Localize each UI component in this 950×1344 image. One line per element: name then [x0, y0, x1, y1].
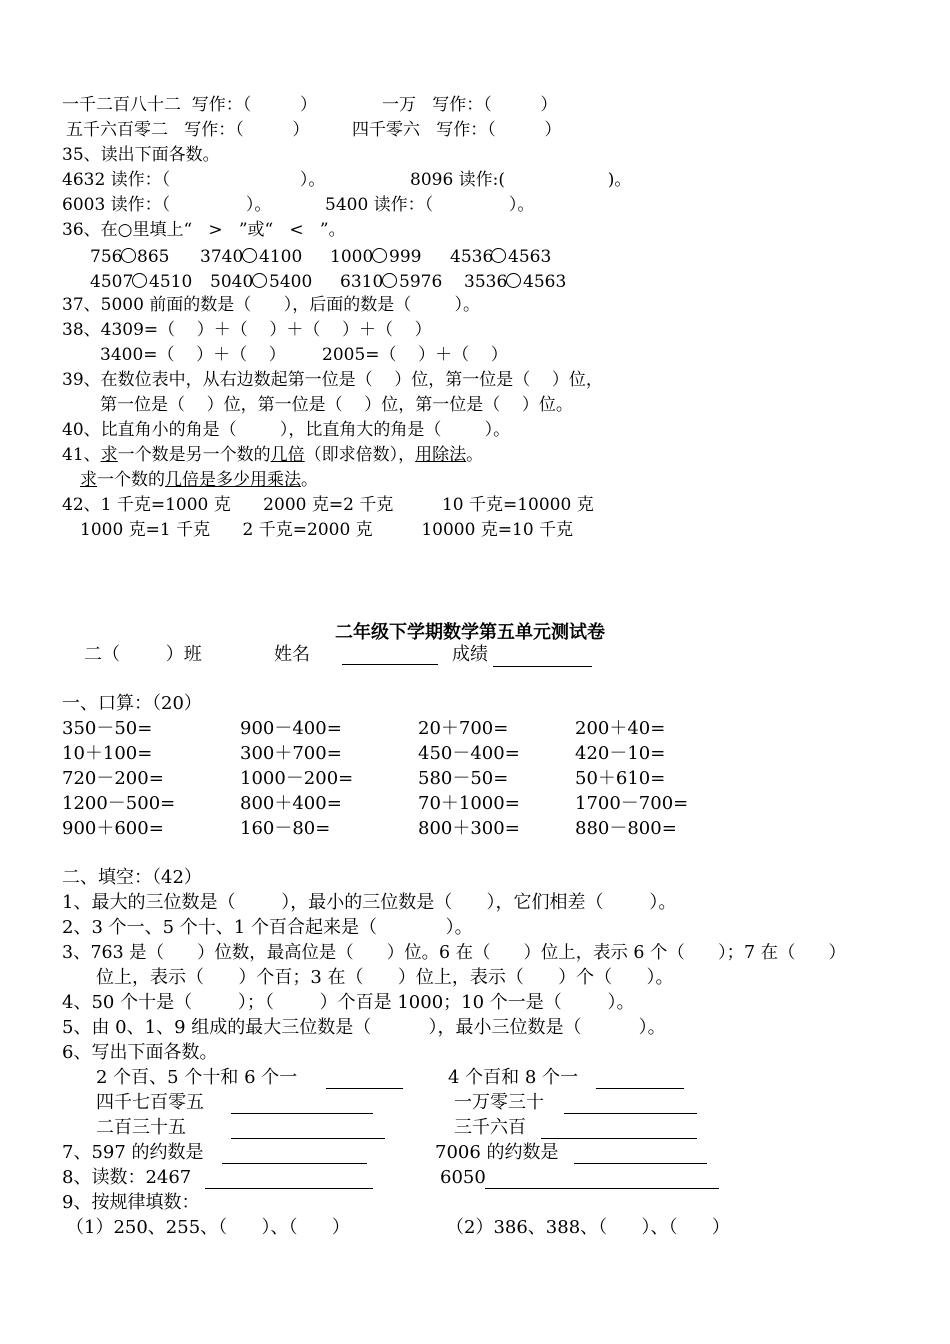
- fill-q6-item: 一万零三十: [454, 1092, 544, 1113]
- circle-blank-icon[interactable]: [382, 273, 397, 288]
- circle-blank-icon[interactable]: [121, 248, 136, 263]
- fill-q6-item: 2 个百、5 个十和 6 个一: [96, 1067, 298, 1088]
- fill-q7-a: 7、597 的约数是: [62, 1142, 204, 1163]
- fill-q3-line-2: 位上，表示（ ）个百；3 在（ ）位上，表示（ ）个（ ）。: [96, 967, 674, 988]
- oral-item: 10＋100=: [62, 743, 153, 764]
- answer-blank[interactable]: [564, 1113, 697, 1114]
- name-label: 姓名: [274, 644, 310, 665]
- oral-item: 800＋300=: [418, 818, 520, 839]
- cmp-b: 4563: [523, 272, 567, 292]
- answer-blank[interactable]: [326, 1088, 403, 1089]
- q35-item-8096: 8096 读作:( )。: [410, 170, 632, 190]
- fill-q1: 1、最大的三位数是（ ），最小的三位数是（ ），它们相差（ ）。: [62, 892, 677, 913]
- line-write-2a: 五千六百零二 写作：（ ）: [66, 120, 310, 140]
- fill-q6-item: 二百三十五: [96, 1117, 186, 1138]
- q35-item-4632: 4632 读作：（ ）。: [62, 170, 326, 190]
- circle-blank-icon[interactable]: [252, 273, 267, 288]
- cmp-a: 756: [90, 247, 123, 267]
- q39-line-1: 39、在数位表中，从右边数起第一位是（ ）位，第一位是（ ）位，: [62, 370, 603, 390]
- oral-item: 1700－700=: [575, 793, 689, 814]
- q41-underlined: 几倍: [270, 445, 305, 465]
- cmp-b: 4100: [259, 247, 303, 267]
- q38-line-1: 38、4309=（ ）＋（ ）＋（ ）＋（ ）: [62, 320, 432, 340]
- section-1-title: 一、口算：（20）: [62, 693, 202, 714]
- q41-text: 。: [466, 445, 484, 465]
- fill-q5: 5、由 0、1、9 组成的最大三位数是（ ），最小三位数是（ ）。: [62, 1017, 666, 1038]
- oral-item: 450－400=: [418, 743, 520, 764]
- cmp-b: 865: [137, 247, 170, 267]
- oral-item: 70＋1000=: [418, 793, 520, 814]
- q39-line-2: 第一位是（ ）位，第一位是（ ）位，第一位是（ ）位。: [100, 395, 573, 415]
- cmp-a: 3740: [200, 247, 244, 267]
- answer-blank[interactable]: [231, 1113, 373, 1114]
- q40: 40、比直角小的角是（ ），比直角大的角是（ ）。: [62, 420, 511, 440]
- fill-q6-item: 4 个百和 8 个一: [448, 1067, 579, 1088]
- cmp-b: 999: [389, 247, 422, 267]
- fill-q4: 4、50 个十是（ ）；（ ）个百是 1000；10 个一是（ ）。: [62, 992, 635, 1013]
- circle-blank-icon[interactable]: [132, 273, 147, 288]
- cmp-a: 1000: [330, 247, 374, 267]
- oral-item: 580－50=: [418, 768, 509, 789]
- q41-number: 41、: [62, 445, 101, 465]
- score-blank[interactable]: [493, 666, 592, 667]
- cmp-a: 5040: [210, 272, 254, 292]
- name-blank[interactable]: [342, 664, 438, 665]
- fill-q3-line-1: 3、763 是（ ）位数，最高位是（ ）位。6 在（ ）位上，表示 6 个（ ）；7 在（ ）: [62, 943, 846, 963]
- q41-line-2: [80, 468, 318, 492]
- cmp-a: 3536: [464, 272, 508, 292]
- oral-item: 300＋700=: [240, 743, 342, 764]
- q41-underlined: 几倍是多少用乘法: [165, 470, 301, 490]
- oral-item: 1200－500=: [62, 793, 176, 814]
- answer-blank[interactable]: [596, 1088, 684, 1089]
- oral-item: 200＋40=: [575, 718, 666, 739]
- q42-line-2: 1000 克=1 千克 2 千克=2000 克 10000 克=10 千克: [80, 520, 574, 540]
- cmp-a: 4507: [90, 272, 134, 292]
- class-label: 二（ ）班: [84, 644, 202, 665]
- q35-item-6003: 6003 读作：（ ）。: [62, 195, 272, 215]
- oral-item: 1000－200=: [240, 768, 354, 789]
- q41-text: 一个数是另一个数的: [117, 445, 271, 465]
- score-label: 成绩: [452, 644, 488, 665]
- q38-line-3: 2005=（ ）＋（ ）: [322, 345, 508, 365]
- exam-title: 二年级下学期数学第五单元测试卷: [335, 622, 605, 643]
- answer-blank[interactable]: [574, 1163, 707, 1164]
- q41-line-1: [62, 443, 483, 467]
- q41-underlined: 求: [80, 470, 97, 490]
- cmp-b: 5400: [269, 272, 313, 292]
- fill-q8-a: 8、读数：2467: [62, 1167, 192, 1188]
- oral-item: 720－200=: [62, 768, 164, 789]
- cmp-a: 6310: [340, 272, 384, 292]
- oral-item: 900－400=: [240, 718, 342, 739]
- q36-heading: 36、在○里填上“ > ”或“ < ”。: [62, 220, 346, 240]
- oral-item: 50＋610=: [575, 768, 666, 789]
- answer-blank[interactable]: [231, 1138, 385, 1139]
- section-2-title: 二、填空：（42）: [62, 867, 202, 888]
- q37: 37、5000 前面的数是（ ），后面的数是（ ）。: [62, 295, 480, 315]
- oral-item: 800＋400=: [240, 793, 342, 814]
- q41-text: 。: [301, 470, 318, 490]
- q41-text: 一个数的: [97, 470, 165, 490]
- cmp-a: 4536: [450, 247, 494, 267]
- circle-blank-icon[interactable]: [506, 273, 521, 288]
- answer-blank[interactable]: [222, 1163, 367, 1164]
- line-write-2b: 四千零六 写作：（ ）: [352, 120, 562, 140]
- line-write-1b: 一万 写作：（ ）: [382, 95, 558, 115]
- circle-blank-icon[interactable]: [242, 248, 257, 263]
- oral-item: 350－50=: [62, 718, 153, 739]
- fill-q9-b: （2）386、388、（ ）、（ ）: [446, 1217, 730, 1238]
- fill-q6-item: 四千七百零五: [96, 1092, 204, 1113]
- q41-text: （即求倍数），: [304, 445, 416, 465]
- fill-q2: 2、3 个一、5 个十、1 个百合起来是（ ）。: [62, 917, 473, 938]
- answer-blank[interactable]: [205, 1188, 373, 1189]
- fill-q9-a: （1）250、255、（ ）、（ ）: [66, 1217, 350, 1238]
- oral-item: 20＋700=: [418, 718, 509, 739]
- fill-q9: 9、按规律填数：: [62, 1192, 200, 1213]
- circle-blank-icon[interactable]: [372, 248, 387, 263]
- q35-heading: 35、读出下面各数。: [62, 145, 220, 165]
- answer-blank[interactable]: [485, 1188, 719, 1189]
- cmp-b: 5976: [399, 272, 443, 292]
- fill-q6: 6、写出下面各数。: [62, 1042, 218, 1063]
- oral-item: 900＋600=: [62, 818, 164, 839]
- fill-q8-b: 6050: [440, 1167, 486, 1188]
- cmp-b: 4510: [149, 272, 193, 292]
- q38-line-2: 3400=（ ）＋（ ）: [100, 345, 286, 365]
- fill-q7-b: 7006 的约数是: [435, 1142, 559, 1163]
- line-write-1a: 一千二百八十二 写作：（ ）: [62, 95, 317, 115]
- oral-item: 880－800=: [575, 818, 677, 839]
- answer-blank[interactable]: [541, 1138, 697, 1139]
- circle-blank-icon[interactable]: [491, 248, 506, 263]
- fill-q6-item: 三千六百: [454, 1117, 526, 1138]
- q35-item-5400: 5400 读作：（ ）。: [325, 195, 535, 215]
- q41-underlined: 用除法: [415, 445, 467, 465]
- q42-line-1: 42、1 千克=1000 克 2000 克=2 千克 10 千克=10000 克: [62, 495, 594, 515]
- oral-item: 420－10=: [575, 743, 666, 764]
- oral-item: 160－80=: [240, 818, 331, 839]
- q41-underlined: 求: [100, 445, 118, 465]
- cmp-b: 4563: [508, 247, 552, 267]
